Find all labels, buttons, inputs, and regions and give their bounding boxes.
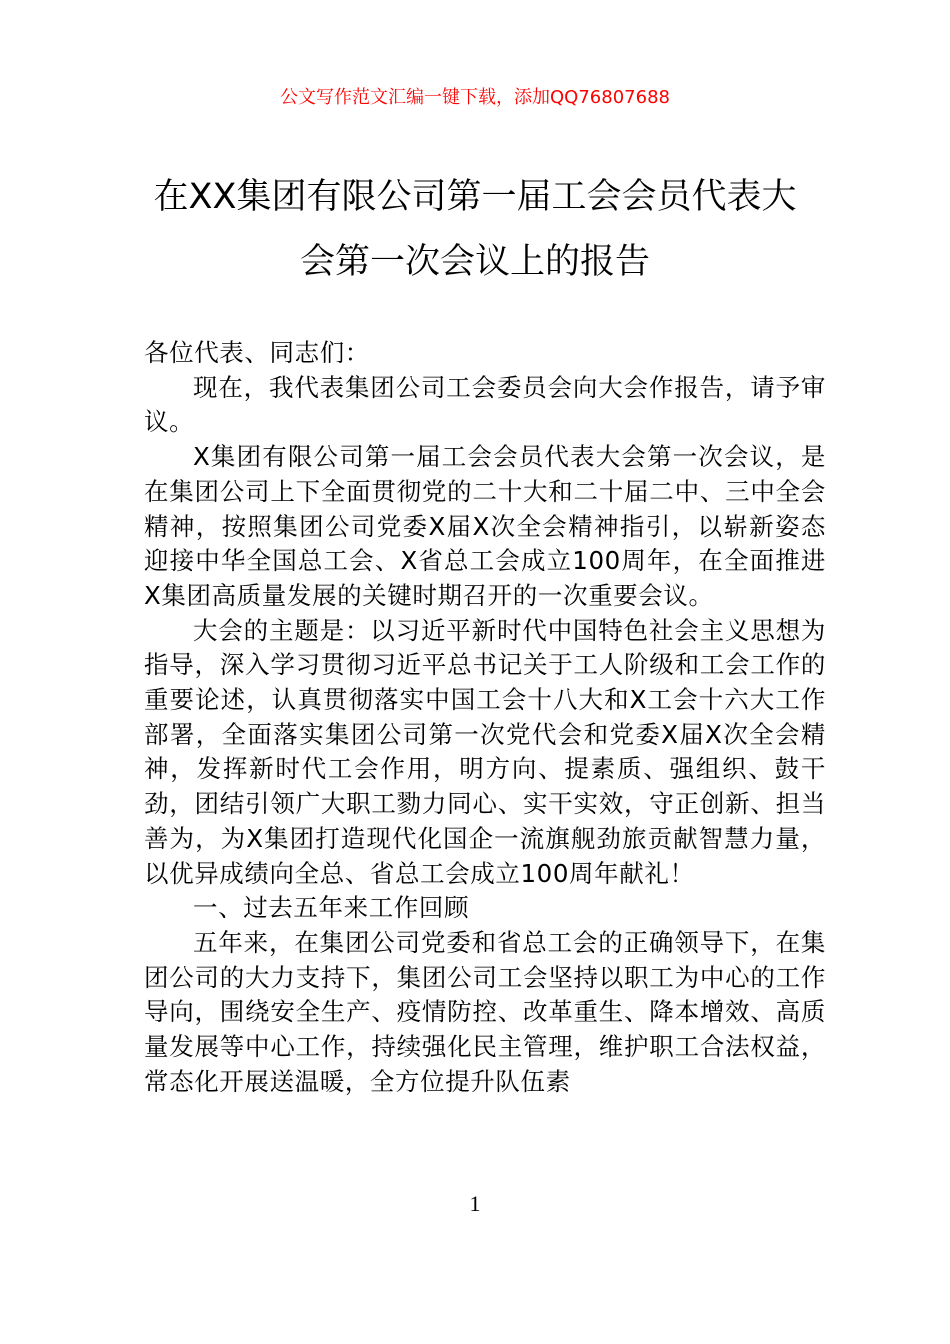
page-number: 1 bbox=[469, 1191, 481, 1216]
greeting: 各位代表、同志们： bbox=[144, 338, 370, 367]
document-body bbox=[144, 336, 826, 1099]
page-title bbox=[130, 165, 820, 295]
title-line-1: 在XX集团有限公司第一届工会会员代表大 bbox=[153, 177, 797, 217]
paragraph-3: 大会的主题是：以习近平新时代中国特色社会主义思想为指导，深入学习贯彻习近平总书记关于工人阶级和工会工作的重要论述，认真贯彻落实中国工会十八大和X工会十六大工作部署，全面落实集团公司第一次党代会和党委X届X次全会精神，发挥新时代工会作用，明方向、提素质、强组织、鼓干劲，团结引领广大职工勠力同心、实干实效，守正创新、担当善为，为X集团打造现代化国企一流旗舰劲旅贡献智慧力量，以优异成绩向全总、省总工会成立100周年献礼！ bbox=[144, 615, 826, 888]
section-heading: 一、过去五年来工作回顾 bbox=[193, 893, 470, 923]
header-note: 公文写作范文汇编一键下载，添加QQ76807688 bbox=[280, 87, 670, 108]
paragraph-1: 现在，我代表集团公司工会委员会向大会作报告，请予审议。 bbox=[144, 372, 826, 437]
paragraph-2: X集团有限公司第一届工会会员代表大会第一次会议，是在集团公司上下全面贯彻党的二十大和二十届二中、三中全会精神，按照集团公司党委X届X次全会精神指引，以崭新姿态迎接中华全国总工会、X省总工会成立100周年，在全面推进X集团高质量发展的关键时期召开的一次重要会议。 bbox=[144, 442, 826, 610]
paragraph-4: 五年来，在集团公司党委和省总工会的正确领导下，在集团公司的大力支持下，集团公司工会坚持以职工为中心的工作导向，围绕安全生产、疫情防控、改革重生、降本增效、高质量发展等中心工作，持续强化民主管理，维护职工合法权益，常态化开展送温暖，全方位提升队伍素 bbox=[144, 927, 826, 1096]
title-line-2: 会第一次会议上的报告 bbox=[299, 242, 650, 282]
